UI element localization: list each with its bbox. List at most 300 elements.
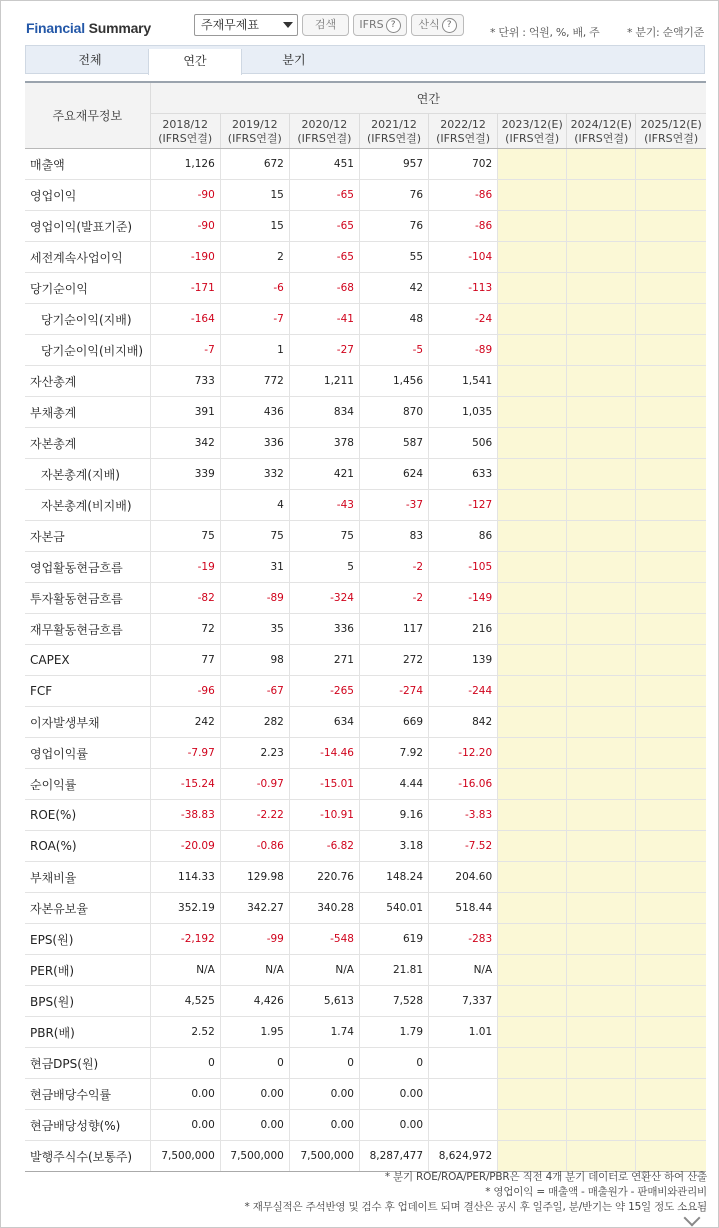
table-cell [567,707,636,738]
table-cell: 587 [359,428,428,459]
table-cell [567,986,636,1017]
table-cell: -65 [289,180,359,211]
table-cell: -7.52 [429,831,498,862]
row-label: 자본총계(지배) [25,459,150,490]
table-cell [567,459,636,490]
table-cell [429,1048,498,1079]
table-cell: 86 [429,521,498,552]
table-cell [498,800,567,831]
table-cell: 451 [289,149,359,180]
table-row [25,1110,706,1141]
row-label: 당기순이익(비지배) [25,335,150,366]
table-cell: 72 [150,614,220,645]
table-cell [498,707,567,738]
table-cell: -89 [220,583,289,614]
table-cell [498,180,567,211]
table-cell: 7,528 [359,986,428,1017]
row-label: 영업이익(발표기준) [25,211,150,242]
table-cell: -90 [150,180,220,211]
table-cell: 7,337 [429,986,498,1017]
table-cell: 7,500,000 [220,1141,289,1172]
table-cell [498,459,567,490]
table-cell: 220.76 [289,862,359,893]
table-cell [567,676,636,707]
table-row [25,924,706,955]
table-cell: -65 [289,211,359,242]
table-row [25,521,706,552]
table-cell [498,738,567,769]
table-cell [567,242,636,273]
table-cell: 0 [289,1048,359,1079]
column-basis: (IFRS연결) [436,132,491,145]
table-cell: -7 [220,304,289,335]
row-label: 재무활동현금흐름 [25,614,150,645]
table-cell: 55 [359,242,428,273]
row-label: ROE(%) [25,800,150,831]
table-cell: -105 [429,552,498,583]
table-cell: 76 [359,180,428,211]
table-cell: 870 [359,397,428,428]
table-cell: -82 [150,583,220,614]
table-cell: 21.81 [359,955,428,986]
table-cell: 5,613 [289,986,359,1017]
table-cell [567,1141,636,1172]
table-cell: -90 [150,211,220,242]
table-cell: 75 [289,521,359,552]
table-cell [636,428,706,459]
row-label: 자본금 [25,521,150,552]
table-cell: 1.95 [220,1017,289,1048]
table-cell [636,397,706,428]
table-row [25,552,706,583]
table-cell: -15.01 [289,769,359,800]
table-cell: 4,525 [150,986,220,1017]
tab-all[interactable]: 전체 [78,53,102,67]
table-cell: 204.60 [429,862,498,893]
table-cell: -104 [429,242,498,273]
table-cell: -16.06 [429,769,498,800]
table-cell [636,583,706,614]
table-cell: -43 [289,490,359,521]
table-cell [498,552,567,583]
period-tabs [25,45,705,74]
table-cell: 4 [220,490,289,521]
table-cell [498,304,567,335]
table-cell [636,924,706,955]
table-cell: -324 [289,583,359,614]
table-cell [567,1017,636,1048]
table-row [25,397,706,428]
table-cell [567,645,636,676]
table-cell: -171 [150,273,220,304]
table-cell [567,304,636,335]
table-cell: -127 [429,490,498,521]
table-cell: 633 [429,459,498,490]
table-row [25,273,706,304]
annual-group-header: 연간 [150,82,706,114]
column-header [636,114,706,149]
table-cell: -149 [429,583,498,614]
column-header [498,114,567,149]
table-cell: -190 [150,242,220,273]
column-basis: (IFRS연결) [297,132,352,145]
row-label: 부채비율 [25,862,150,893]
table-cell [498,1017,567,1048]
table-cell: 117 [359,614,428,645]
table-cell [636,645,706,676]
table-row [25,800,706,831]
table-cell: 339 [150,459,220,490]
column-header [359,114,428,149]
row-label: 자본총계 [25,428,150,459]
table-cell [636,1110,706,1141]
table-row [25,1017,706,1048]
table-row [25,583,706,614]
table-cell [567,1079,636,1110]
row-label: 현금DPS(원) [25,1048,150,1079]
table-cell [567,955,636,986]
table-cell [498,242,567,273]
row-label: BPS(원) [25,986,150,1017]
table-cell: 340.28 [289,893,359,924]
title-financial: Financial [26,20,85,36]
table-cell: -113 [429,273,498,304]
table-cell: N/A [289,955,359,986]
table-cell: 216 [429,614,498,645]
table-cell [567,335,636,366]
table-cell: 336 [220,428,289,459]
row-label: 세전계속사업이익 [25,242,150,273]
row-label: 투자활동현금흐름 [25,583,150,614]
row-label: 이자발생부채 [25,707,150,738]
table-cell [636,366,706,397]
table-cell: -7 [150,335,220,366]
chevron-down-icon [283,22,293,28]
table-cell: -6 [220,273,289,304]
table-cell [636,1141,706,1172]
table-cell [498,211,567,242]
page-title [26,20,151,36]
table-cell [636,986,706,1017]
table-cell: 1,035 [429,397,498,428]
column-basis: (IFRS연결) [505,132,560,145]
column-basis: (IFRS연결) [366,132,422,145]
table-cell [636,769,706,800]
table-cell [636,831,706,862]
table-cell [498,1110,567,1141]
footnotes [245,1170,707,1215]
table-cell: N/A [150,955,220,986]
table-cell [498,862,567,893]
table-cell: 518.44 [429,893,498,924]
row-header: 주요재무정보 [25,82,150,149]
table-cell: 2.23 [220,738,289,769]
table-cell: 0.00 [150,1079,220,1110]
table-row [25,707,706,738]
table-cell: 957 [359,149,428,180]
table-cell [498,1048,567,1079]
row-label: PER(배) [25,955,150,986]
table-cell: 76 [359,211,428,242]
column-year: 2019/12 [231,118,278,131]
table-row [25,211,706,242]
table-cell [498,924,567,955]
column-year: 2020/12 [301,118,348,131]
table-cell: -5 [359,335,428,366]
table-row [25,645,706,676]
table-cell: 540.01 [359,893,428,924]
footnote: * 영업이익 = 매출액 - 매출원가 - 판매비와관리비 [485,1186,707,1198]
table-cell: 1.01 [429,1017,498,1048]
table-cell: 842 [429,707,498,738]
table-cell: 378 [289,428,359,459]
column-year: 2023/12(E) [501,118,563,131]
table-cell [636,490,706,521]
table-cell: 0.00 [289,1079,359,1110]
table-cell [498,1079,567,1110]
column-basis: (IFRS연결) [227,132,282,145]
formula-help-button[interactable] [411,14,464,36]
table-cell: 7,500,000 [150,1141,220,1172]
column-header [567,114,636,149]
table-cell: 0 [359,1048,428,1079]
table-cell [498,614,567,645]
table-row [25,769,706,800]
table-cell: N/A [429,955,498,986]
row-label: PBR(배) [25,1017,150,1048]
table-cell: -244 [429,676,498,707]
table-cell [150,490,220,521]
table-cell: 3.18 [359,831,428,862]
table-cell: 1.74 [289,1017,359,1048]
table-cell: 0.00 [220,1110,289,1141]
table-cell [567,800,636,831]
table-cell [567,490,636,521]
table-cell: 77 [150,645,220,676]
table-row [25,986,706,1017]
table-cell [498,583,567,614]
table-cell: -7.97 [150,738,220,769]
table-row [25,149,706,180]
table-cell: 5 [289,552,359,583]
column-header [289,114,359,149]
header [0,0,717,44]
table-cell [636,180,706,211]
table-cell [636,676,706,707]
unit-note: * 단위 : 억원, %, 배, 주 [490,26,600,39]
table-cell [498,428,567,459]
table-cell: 0 [150,1048,220,1079]
table-cell: 1.79 [359,1017,428,1048]
table-cell [429,1110,498,1141]
column-header [429,114,498,149]
table-row [25,366,706,397]
table-cell [498,149,567,180]
table-cell: -3.83 [429,800,498,831]
table-row [25,428,706,459]
table-cell: 1 [220,335,289,366]
table-cell: 8,287,477 [359,1141,428,1172]
table-cell: -65 [289,242,359,273]
table-cell: -2 [359,552,428,583]
table-cell [636,614,706,645]
table-cell: 148.24 [359,862,428,893]
table-row [25,304,706,335]
row-label: 매출액 [25,149,150,180]
question-icon: ? [442,18,457,33]
select-value: 주재무제표 [201,18,259,32]
table-cell [429,1079,498,1110]
row-label: 현금배당성향(%) [25,1110,150,1141]
table-cell: 4,426 [220,986,289,1017]
table-row [25,893,706,924]
table-cell [636,893,706,924]
table-cell: -274 [359,676,428,707]
column-basis: (IFRS연결) [574,132,629,145]
table-cell [498,335,567,366]
table-cell: -2.22 [220,800,289,831]
table-row [25,242,706,273]
table-cell: 31 [220,552,289,583]
table-cell [636,242,706,273]
ifrs-label: IFRS [359,18,384,31]
column-header [150,114,220,149]
table-cell: 332 [220,459,289,490]
footnote: * 분기 ROE/ROA/PER/PBR은 직전 4개 분기 데이터로 연환산 하여 산출 [384,1171,707,1183]
table-cell: -67 [220,676,289,707]
table-cell: -548 [289,924,359,955]
table-cell: -38.83 [150,800,220,831]
table-cell: 114.33 [150,862,220,893]
table-cell: 98 [220,645,289,676]
table-cell [636,552,706,583]
table-cell [567,521,636,552]
table-row [25,738,706,769]
table-cell: 352.19 [150,893,220,924]
table-row [25,831,706,862]
table-cell: 4.44 [359,769,428,800]
row-label: 자산총계 [25,366,150,397]
table-cell [498,397,567,428]
table-cell: 436 [220,397,289,428]
table-cell [567,738,636,769]
row-label: EPS(원) [25,924,150,955]
table-cell: 75 [220,521,289,552]
table-cell: 421 [289,459,359,490]
table-cell: -20.09 [150,831,220,862]
table-cell: 242 [150,707,220,738]
table-cell: -19 [150,552,220,583]
table-cell [636,304,706,335]
tab-annual[interactable]: 연간 [148,49,242,75]
table-cell: -12.20 [429,738,498,769]
table-cell [567,428,636,459]
table-row [25,459,706,490]
table-cell: 7.92 [359,738,428,769]
table-row [25,862,706,893]
column-header [220,114,289,149]
table-cell [636,955,706,986]
table-row [25,614,706,645]
table-cell [498,676,567,707]
table-cell [636,1079,706,1110]
table-cell: -10.91 [289,800,359,831]
table-cell [567,831,636,862]
row-label: 자본총계(비지배) [25,490,150,521]
row-label: ROA(%) [25,831,150,862]
table-cell [636,707,706,738]
table-cell [567,366,636,397]
table-cell: 0.00 [359,1079,428,1110]
table-cell: 15 [220,180,289,211]
table-cell: 2 [220,242,289,273]
row-label: 현금배당수익률 [25,1079,150,1110]
statement-type-select[interactable] [194,14,298,36]
table-cell [567,769,636,800]
table-cell: 0.00 [220,1079,289,1110]
table-row [25,1141,706,1172]
table-cell [498,490,567,521]
table-cell [636,1048,706,1079]
table-cell [498,893,567,924]
table-cell [498,769,567,800]
table-cell [498,955,567,986]
table-cell: 9.16 [359,800,428,831]
table-cell [567,893,636,924]
table-cell: 8,624,972 [429,1141,498,1172]
tab-quarterly[interactable]: 분기 [282,53,306,67]
table-cell: 772 [220,366,289,397]
table-cell: 48 [359,304,428,335]
table-cell: -6.82 [289,831,359,862]
row-label: 순이익률 [25,769,150,800]
table-cell: 35 [220,614,289,645]
table-cell: -2 [359,583,428,614]
table-cell: 733 [150,366,220,397]
column-year: 2022/12 [440,118,486,131]
column-year: 2021/12 [371,118,417,131]
table-cell: 0.00 [289,1110,359,1141]
table-cell: -86 [429,211,498,242]
table-cell: 336 [289,614,359,645]
table-cell [498,831,567,862]
table-cell [498,645,567,676]
ifrs-help-button[interactable] [353,14,407,36]
column-year: 2018/12 [162,118,209,131]
table-cell: -265 [289,676,359,707]
table-cell [636,459,706,490]
financial-summary-table [25,81,706,1172]
table-cell: 0.00 [150,1110,220,1141]
table-cell [567,1110,636,1141]
table-cell: -283 [429,924,498,955]
table-cell: -2,192 [150,924,220,955]
row-label: 발행주식수(보통주) [25,1141,150,1172]
row-label: 영업활동현금흐름 [25,552,150,583]
table-cell: 672 [220,149,289,180]
table-cell: 83 [359,521,428,552]
table-cell [636,149,706,180]
search-button[interactable]: 검색 [302,14,349,36]
row-label: 부채총계 [25,397,150,428]
table-cell [498,366,567,397]
table-row [25,1079,706,1110]
table-cell [636,335,706,366]
table-cell: 342.27 [220,893,289,924]
table-cell [498,986,567,1017]
row-label: 당기순이익 [25,273,150,304]
table-cell: 506 [429,428,498,459]
